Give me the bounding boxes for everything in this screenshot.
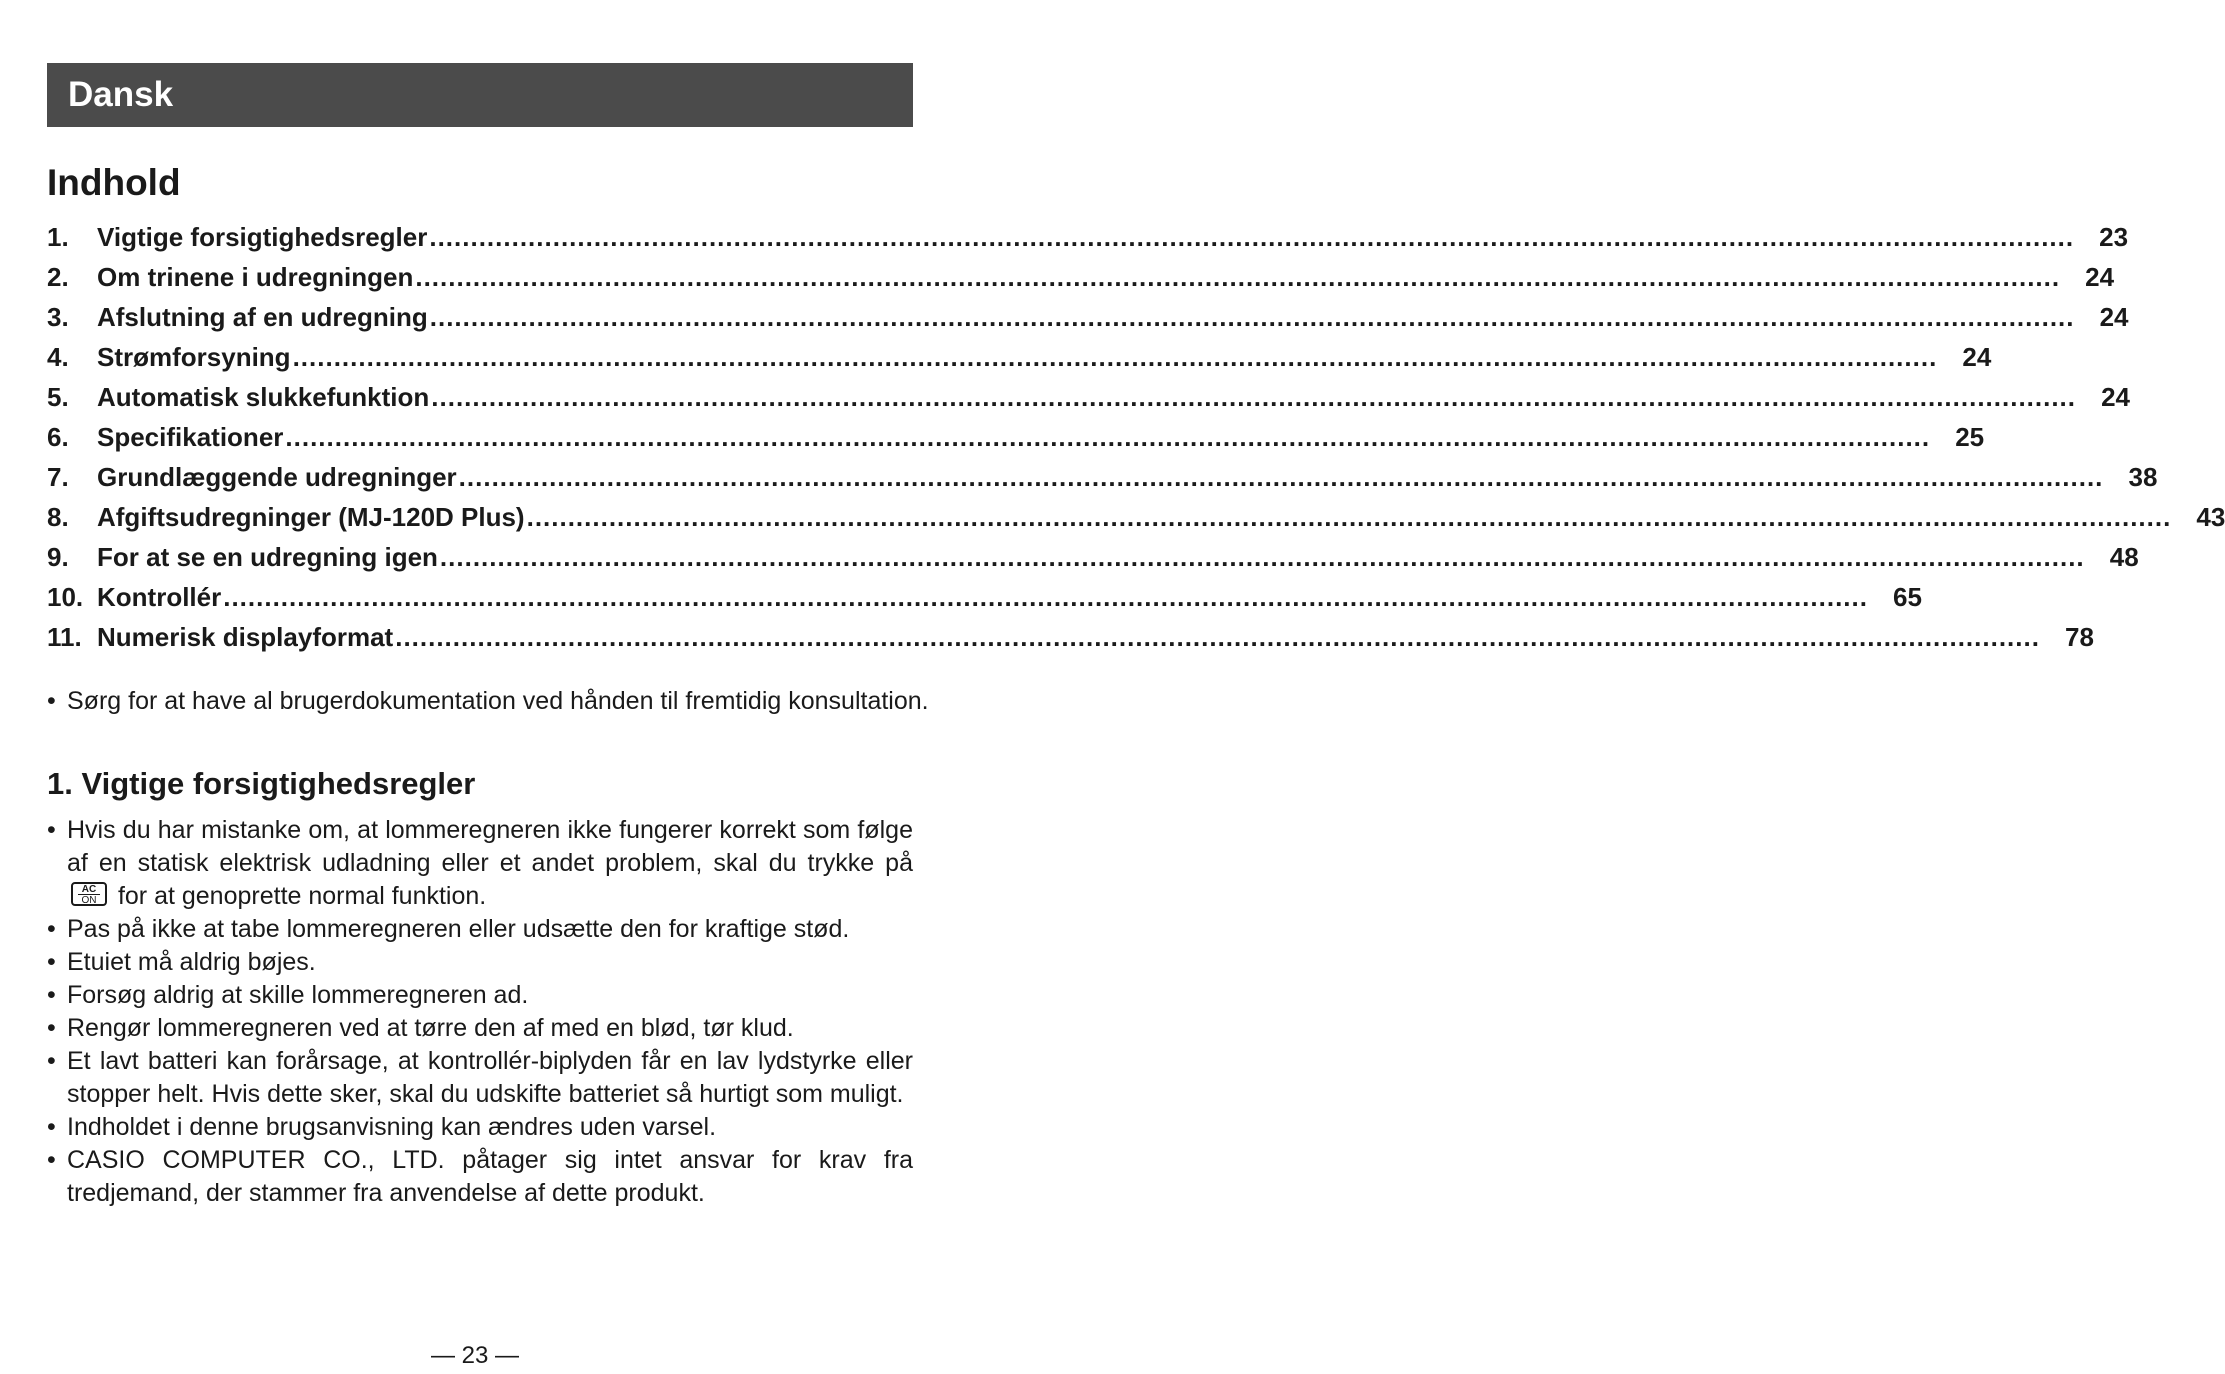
list-item: • Rengør lommeregneren ved at tørre den af med en blød, tør klud. <box>47 1012 913 1045</box>
toc-entry-title: Kontrollér <box>97 582 222 612</box>
toc-entry-title: Grundlæggende udregninger <box>97 462 457 492</box>
documentation-note-text: Sørg for at have al brugerdokumentation ved hånden til fremtidig konsultation. <box>67 687 929 715</box>
toc-entry[interactable] <box>47 297 2129 337</box>
list-item: • Forsøg aldrig at skille lommeregneren ad. <box>47 979 913 1012</box>
page-number: — 23 — <box>430 1342 520 1369</box>
toc-entry-title: Automatisk slukkefunktion <box>97 382 430 412</box>
list-item: • Et lavt batteri kan forårsage, at kontrollér-biplyden får en lav lydstyrke eller stopper helt. Hvis dette sker, skal du udskifte batteriet så hurtigt som muligt. <box>47 1045 913 1111</box>
toc-entry-number: 3. <box>47 302 69 332</box>
toc-entry-number: 6. <box>47 422 69 452</box>
toc-entry-page: 24 <box>2101 382 2131 412</box>
language-banner <box>47 63 913 127</box>
toc-entry-number: 4. <box>47 342 69 372</box>
toc-entry-page: 65 <box>1893 582 1922 612</box>
toc-entry-page: 48 <box>2109 542 2139 572</box>
toc-dot-leader: ........................................................................................................................................................................................................ <box>429 222 2075 252</box>
toc-entry-number: 11. <box>47 622 82 652</box>
toc-entry[interactable] <box>47 577 1922 617</box>
table-of-contents <box>47 217 2225 657</box>
toc-entry-page: 78 <box>2065 622 2094 652</box>
toc-dot-leader: ........................................................................................................................................................................................................ <box>415 262 2061 292</box>
toc-entry[interactable] <box>47 217 2129 257</box>
toc-entry-title: Om trinene i udregningen <box>97 262 414 292</box>
list-item: • CASIO COMPUTER CO., LTD. påtager sig intet ansvar for krav fra tredjemand, der stammer fra anvendelse af dette produkt. <box>47 1144 913 1210</box>
toc-entry-number: 10. <box>47 582 84 612</box>
precautions-list <box>47 814 913 1210</box>
toc-dot-leader: ........................................................................................................................................................................................................ <box>223 582 1868 612</box>
toc-entry-title: Vigtige forsigtighedsregler <box>97 222 428 252</box>
toc-entry[interactable] <box>47 337 1992 377</box>
toc-entry[interactable] <box>47 417 1985 457</box>
section-heading: 1. Vigtige forsigtighedsregler <box>47 766 476 801</box>
list-item: • Etuiet må aldrig bøjes. <box>47 946 913 979</box>
toc-entry-page: 24 <box>2099 302 2129 332</box>
bullet-text: Hvis du har mistanke om, at lommeregneren ikke fungerer korrekt som følge af en statisk elektrisk udladning eller et andet problem, skal du trykke på <box>67 816 913 877</box>
toc-entry-number: 9. <box>47 542 69 572</box>
toc-heading: Indhold <box>47 162 181 203</box>
ac-on-key-icon <box>71 882 107 906</box>
toc-entry-page: 24 <box>1962 342 1992 372</box>
toc-entry-title: Specifikationer <box>97 422 284 452</box>
toc-dot-leader: ........................................................................................................................................................................................................ <box>292 342 1938 372</box>
bullet-text: for at genoprette normal funktion. <box>117 882 487 910</box>
toc-entry-page: 25 <box>1955 422 1985 452</box>
list-item: • Indholdet i denne brugsanvisning kan ændres uden varsel. <box>47 1111 913 1144</box>
toc-entry-number: 7. <box>47 462 69 492</box>
toc-entry-page: 24 <box>2085 262 2115 292</box>
on-key-label: ON <box>81 895 97 907</box>
toc-entry-number: 1. <box>47 222 69 252</box>
toc-dot-leader: ........................................................................................................................................................................................................ <box>526 502 2172 532</box>
toc-entry-number: 5. <box>47 382 69 412</box>
toc-entry-page: 43 <box>2196 502 2225 532</box>
toc-entry[interactable] <box>47 457 2158 497</box>
toc-dot-leader: ........................................................................................................................................................................................................ <box>429 302 2075 332</box>
toc-dot-leader: ........................................................................................................................................................................................................ <box>285 422 1931 452</box>
toc-entry[interactable] <box>47 617 2094 657</box>
ac-key-label: AC <box>78 885 100 895</box>
toc-entry-title: Strømforsyning <box>97 342 291 372</box>
toc-entry-page: 23 <box>2099 222 2129 252</box>
toc-entry[interactable] <box>47 537 2139 577</box>
toc-entry-number: 8. <box>47 502 69 532</box>
documentation-note <box>47 685 933 718</box>
toc-entry-title: For at se en udregning igen <box>97 542 438 572</box>
toc-entry-page: 38 <box>2128 462 2158 492</box>
list-item <box>47 814 913 913</box>
toc-entry-number: 2. <box>47 262 69 292</box>
toc-entry[interactable] <box>47 257 2115 297</box>
toc-entry[interactable] <box>47 497 2225 537</box>
toc-entry-title: Numerisk displayformat <box>97 622 394 652</box>
toc-entry[interactable] <box>47 377 2131 417</box>
list-item: • Pas på ikke at tabe lommeregneren eller udsætte den for kraftige stød. <box>47 913 913 946</box>
toc-dot-leader: ........................................................................................................................................................................................................ <box>439 542 2085 572</box>
toc-dot-leader: ........................................................................................................................................................................................................ <box>395 622 2040 652</box>
toc-entry-title: Afgiftsudregninger (MJ-120D Plus) <box>97 502 525 532</box>
toc-entry-title: Afslutning af en udregning <box>97 302 428 332</box>
toc-dot-leader: ........................................................................................................................................................................................................ <box>458 462 2104 492</box>
toc-dot-leader: ........................................................................................................................................................................................................ <box>431 382 2077 412</box>
language-title: Dansk <box>68 75 174 114</box>
